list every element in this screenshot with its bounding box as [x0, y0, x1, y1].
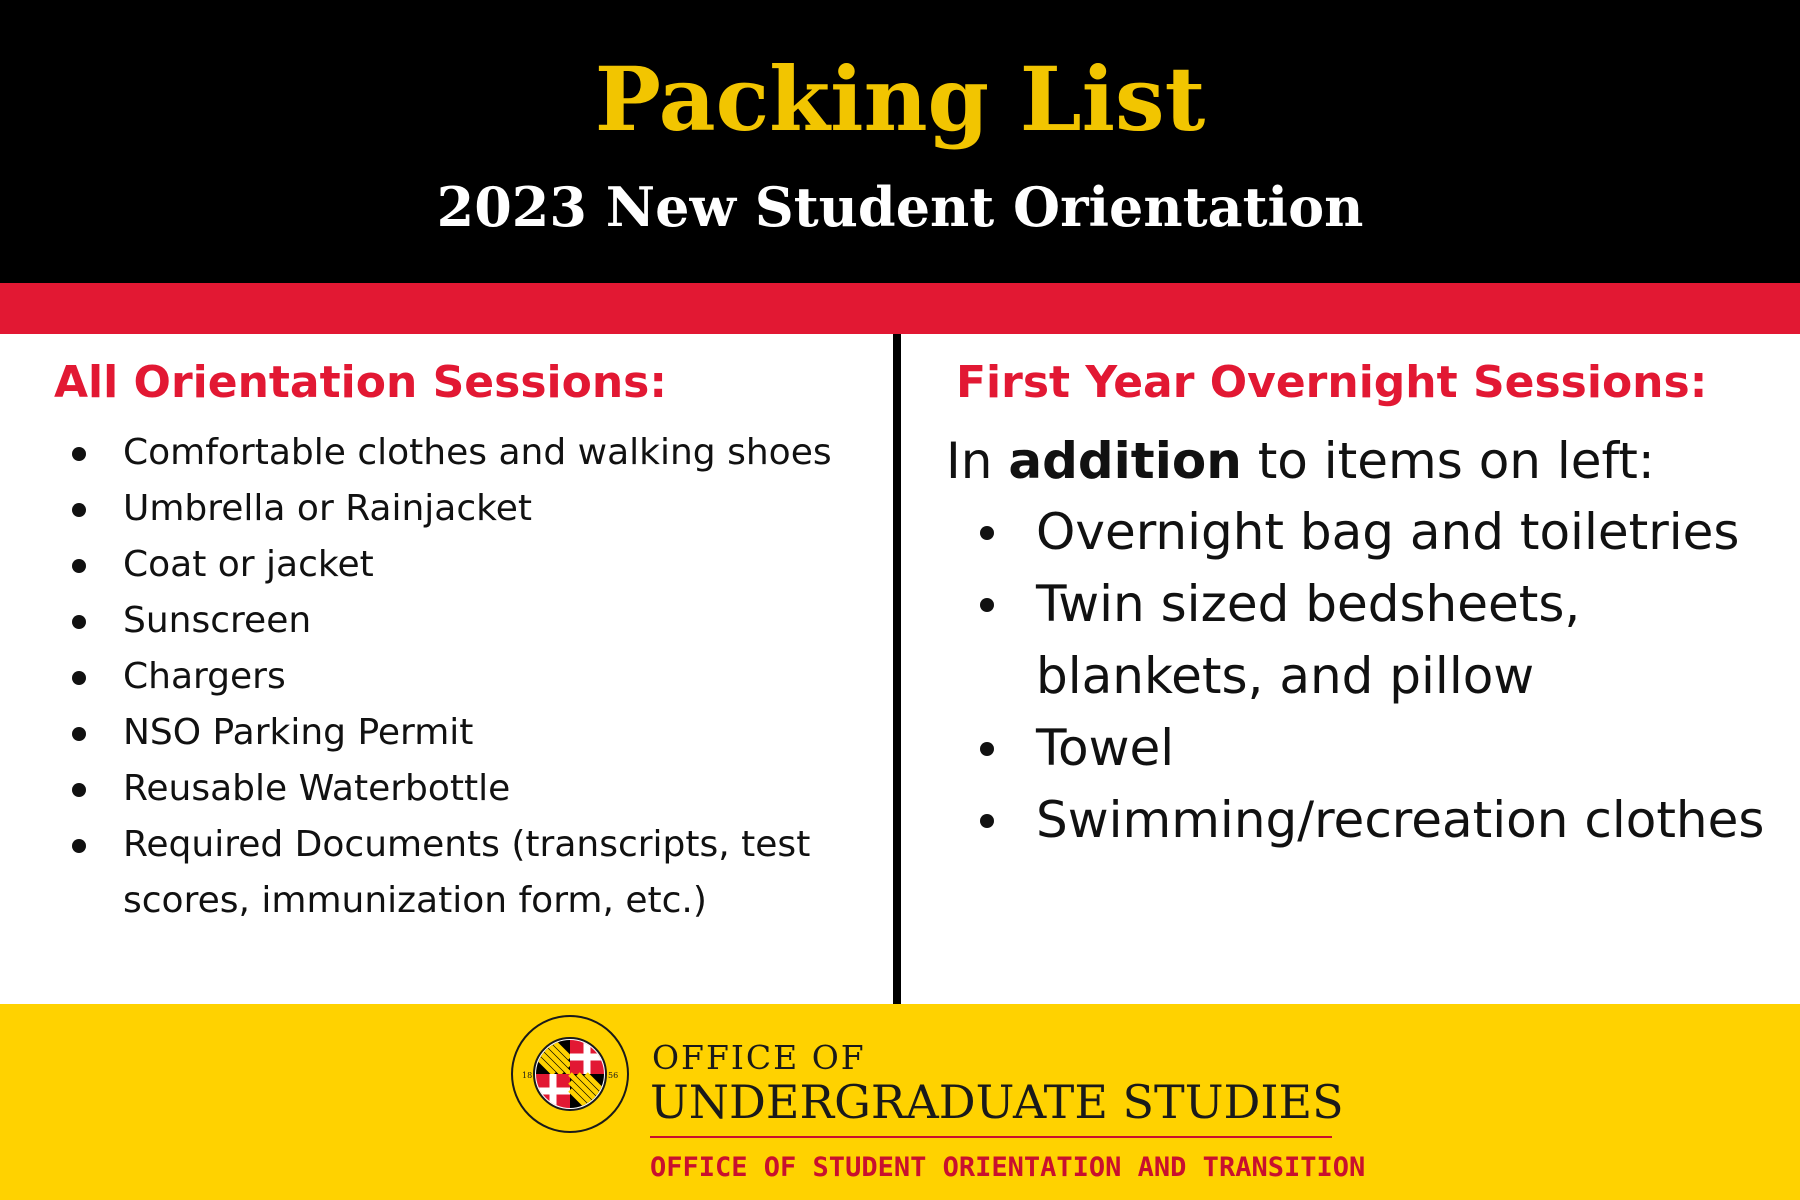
intro-prefix: In: [946, 432, 993, 490]
office-of-label: OFFICE OF: [652, 1038, 866, 1077]
intro-emphasis: addition: [1008, 432, 1242, 490]
list-item: Chargers: [0, 649, 880, 705]
all-sessions-heading: All Orientation Sessions:: [54, 357, 667, 408]
list-item: Comfortable clothes and walking shoes: [0, 425, 880, 481]
overnight-sessions-heading: First Year Overnight Sessions:: [956, 357, 1708, 408]
page-subtitle: 2023 New Student Orientation: [436, 175, 1364, 239]
footer-divider: [650, 1136, 1332, 1138]
svg-text:18: 18: [522, 1071, 533, 1080]
red-accent-band: [0, 283, 1800, 334]
page-title: Packing List: [594, 47, 1206, 151]
list-item: Coat or jacket: [0, 537, 880, 593]
list-item: Swimming/recreation clothes: [1036, 784, 1776, 856]
list-item: Required Documents (transcripts, test scores, immunization form, etc.): [0, 817, 880, 929]
list-item: Twin sized bedsheets, blankets, and pillow: [1036, 568, 1776, 712]
list-item: Overnight bag and toiletries: [1036, 496, 1776, 568]
university-seal-logo: [510, 1014, 630, 1134]
overnight-sessions-list: [0, 496, 1800, 856]
overnight-intro: [946, 428, 1655, 494]
orientation-office-label: OFFICE OF STUDENT ORIENTATION AND TRANSITION: [650, 1152, 1366, 1183]
svg-text:56: 56: [608, 1071, 619, 1080]
list-item: Umbrella or Rainjacket: [0, 481, 880, 537]
undergraduate-studies-label: UNDERGRADUATE STUDIES: [650, 1075, 1344, 1129]
list-item: Sunscreen: [0, 593, 880, 649]
list-item: Towel: [1036, 712, 1776, 784]
list-item: Reusable Waterbottle: [0, 761, 880, 817]
intro-suffix: to items on left:: [1257, 432, 1655, 490]
list-item: NSO Parking Permit: [0, 705, 880, 761]
